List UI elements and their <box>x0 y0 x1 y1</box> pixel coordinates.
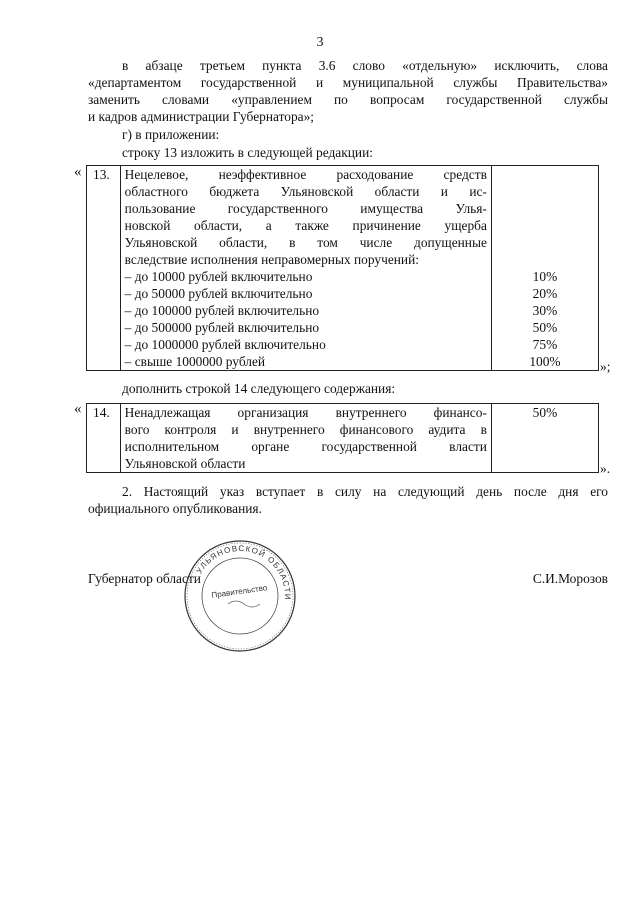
table-row <box>87 166 599 371</box>
row14-table <box>86 403 599 473</box>
row14-text-line: Ненадлежащая организация внутреннего финансо- <box>124 405 487 420</box>
paragraph-line: 2. Настоящий указ вступает в силу на следующий день после дня его <box>122 484 608 499</box>
row14-percent: 50% <box>491 404 598 473</box>
row13-item-label: – до 1000000 рублей включительно <box>124 337 326 352</box>
row13-item-value: 10% <box>532 269 558 284</box>
signature-position: Губернатор области <box>88 571 201 586</box>
row13-text-line: пользование государственного имущества Улья- <box>124 201 487 216</box>
official-seal-stamp <box>182 538 298 654</box>
row13-table <box>86 165 599 371</box>
row13-text-line: областного бюджета Ульяновской области и ис- <box>124 184 487 199</box>
paragraph-line: и кадров администрации Губернатора»; <box>88 109 315 124</box>
paragraph-line: «департаментом государственной и муниципальной службы Правительства» <box>88 75 608 90</box>
row13-item-label: – свыше 1000000 рублей <box>124 354 266 369</box>
paragraph-line: заменить словами «управлением по вопросам государственной службы <box>88 92 608 107</box>
row13-text-line: вследствие исполнения неправомерных поручений: <box>124 252 419 267</box>
row14-text-line: Ульяновской области <box>124 456 246 471</box>
row13-text-line: новской области, а также причинение ущерба <box>124 218 487 233</box>
open-quote: « <box>74 401 82 417</box>
stamp-center-text: Правительство <box>210 583 268 600</box>
row13-item-label: – до 500000 рублей включительно <box>124 320 320 335</box>
row14-text-line: исполнительном органе государственной власти <box>124 439 487 454</box>
paragraph-line: в абзаце третьем пункта 3.6 слово «отдельную» исключить, слова <box>122 58 608 73</box>
signature-name: С.И.Морозов <box>532 571 608 586</box>
row13-item-label: – до 50000 рублей включительно <box>124 286 313 301</box>
open-quote: « <box>74 164 82 180</box>
row13-intro: строку 13 изложить в следующей редакции: <box>122 145 373 160</box>
row13-close-quote: »; <box>600 359 611 374</box>
row13-item-value: 30% <box>532 303 558 318</box>
table-row <box>87 404 599 473</box>
row13-percent-column <box>491 166 598 371</box>
row13-item-value: 75% <box>532 337 558 352</box>
paragraph-amendment-3-6 <box>88 57 608 125</box>
row13-text-line: Ульяновской области, в том числе допущенные <box>124 235 487 250</box>
row14-close-quote: ». <box>600 461 611 476</box>
row13-item-value: 100% <box>529 354 561 369</box>
row13-description <box>120 166 491 371</box>
row13-item-label: – до 10000 рублей включительно <box>124 269 313 284</box>
item-g-heading: г) в приложении: <box>122 127 220 142</box>
row13-text-line: Нецелевое, неэффективное расходование средств <box>124 167 487 182</box>
row14-text-line: вого контроля и внутреннего финансового аудита в <box>124 422 487 437</box>
row13-item-value: 50% <box>532 320 558 335</box>
row14-number: 14. <box>87 404 121 473</box>
row14-intro: дополнить строкой 14 следующего содержания: <box>122 381 396 396</box>
paragraph-line: официального опубликования. <box>88 501 262 516</box>
row13-item-value: 20% <box>532 286 558 301</box>
paragraph-effective-date <box>88 483 608 517</box>
row14-description <box>120 404 491 473</box>
row13-number: 13. <box>87 166 121 371</box>
stamp-ring-text: УЛЬЯНОВСКОЙ ОБЛАСТИ <box>194 543 293 601</box>
row13-item-label: – до 100000 рублей включительно <box>124 303 320 318</box>
page-number: 3 <box>316 35 324 50</box>
